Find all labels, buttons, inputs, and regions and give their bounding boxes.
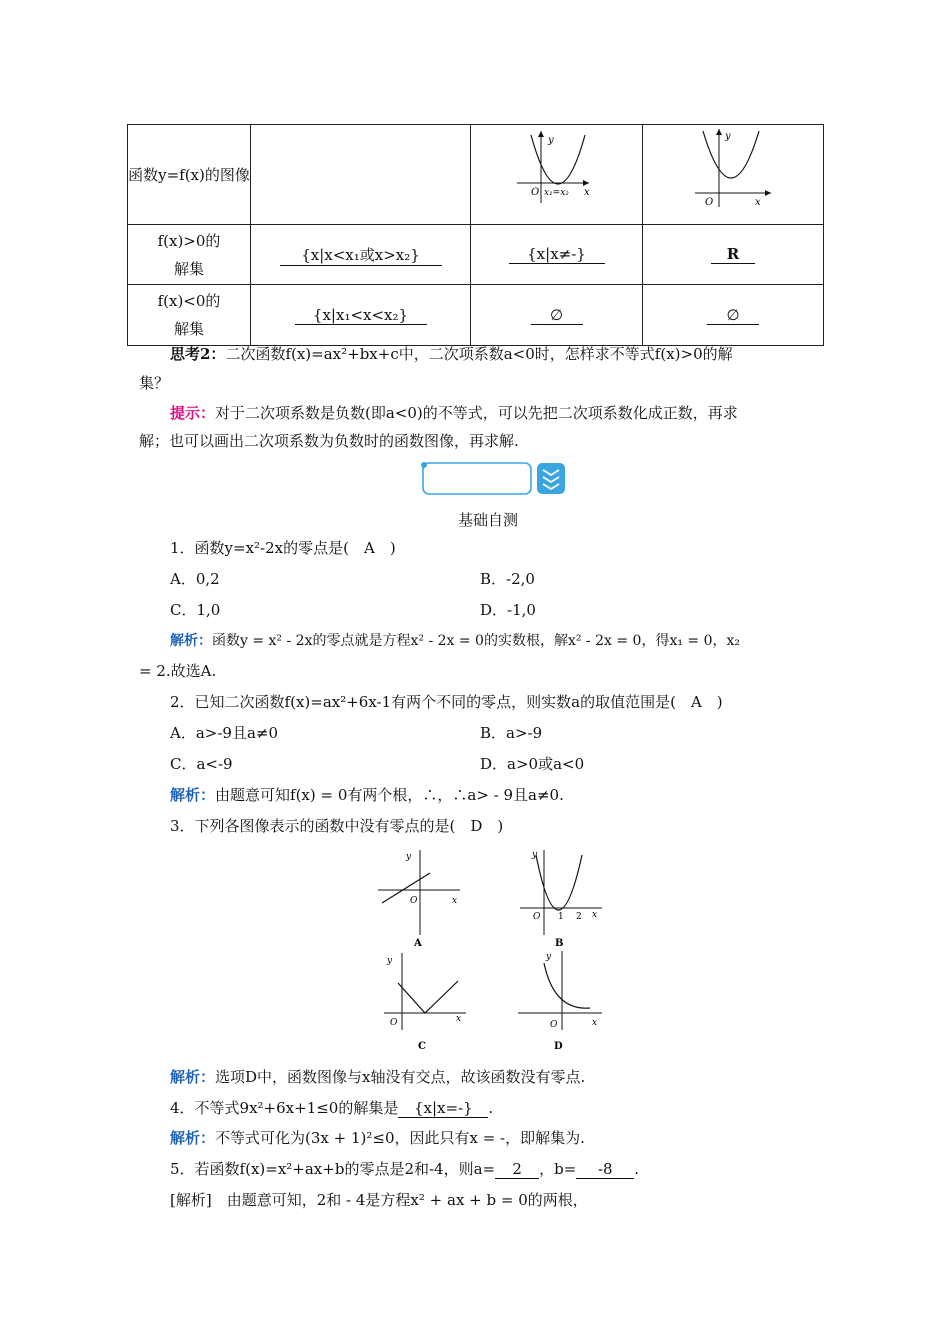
graph-b-tick-1: 1: [558, 912, 564, 922]
pos-answer-2: {x|x≠-}: [509, 245, 605, 264]
graph-cell-one-root: [471, 125, 643, 225]
q1-sol-text1: 函数y = x² - 2x的零点就是方程x² - 2x = 0的实数根，解x² - 2x = 0，得x₁ = 0，x₂: [212, 633, 740, 649]
graph-a-y-label: y: [406, 852, 412, 862]
border-gap: [691, 125, 771, 128]
think2-line1: [170, 343, 733, 364]
graph-c-letter: C: [418, 1041, 426, 1052]
q5-end: .: [634, 1160, 640, 1178]
graph-d-curve: [544, 963, 590, 1008]
pos-answer-1: {x|x<x₁或x>x₂}: [280, 244, 442, 266]
graph-c-o-label: O: [390, 1018, 398, 1028]
q3-sol-text: 选项D中，函数图像与x轴没有交点，故该函数没有零点.: [215, 1068, 586, 1086]
q2-sol-text: 由题意可知f(x) = 0有两个根，∴，∴a> - 9且a≠0.: [215, 786, 564, 804]
y-label: y: [548, 135, 554, 146]
neg-answer-2: ∅: [531, 306, 583, 325]
graph-b-letter: B: [555, 938, 564, 949]
graph-c-y-label: y: [387, 956, 393, 966]
neg-answer-3: ∅: [707, 306, 759, 325]
q1-sol-label: 解析：: [170, 633, 212, 649]
q3-solution: [170, 1066, 585, 1087]
q3-graphs: [370, 845, 620, 1055]
q5-solution: [170, 1189, 588, 1210]
q2-stem: 2．已知二次函数f(x)=ax²+6x-1有两个不同的零点，则实数a的取值范围是( A ): [170, 693, 723, 711]
section-banner: [419, 460, 569, 498]
q5-sol-text: 由题意可知，2和 - 4是方程x² + ax + b = 0的两根，: [226, 1191, 588, 1209]
graph-b-y-label: y: [532, 850, 538, 860]
hint-text1: 对于二次项系数是负数(即a<0)的不等式，可以先把二次项系数化成正数，再求: [215, 404, 738, 422]
x-label: x: [584, 187, 590, 198]
q1-solution-line2: = 2.故选A.: [139, 662, 217, 680]
graph-a: [378, 850, 460, 949]
graph-d: [518, 951, 602, 1052]
q1-stem: 1．函数y=x²-2x的零点是( A ): [170, 539, 396, 557]
neg-cell-no-root: [643, 285, 824, 346]
hint-line1: [170, 402, 738, 423]
label-graph-text: 函数y=f(x)的图像: [128, 165, 250, 184]
row-label-graph: [128, 125, 251, 225]
graph-cell-no-root: [643, 125, 824, 225]
graph-b: [520, 850, 602, 949]
row-label-negative: [128, 285, 251, 346]
q2-option-d: D．a>0或a<0: [480, 755, 585, 773]
parabola-curve: [531, 135, 585, 184]
neg-cell-two-roots: [251, 285, 471, 346]
q5-stem-a: 5．若函数f(x)=x²+ax+b的零点是2和-4，则a=: [170, 1160, 496, 1178]
pos-answer-3: R: [711, 245, 755, 264]
graph-c: [384, 953, 466, 1052]
pos-cell-one-root: [471, 225, 643, 285]
parabola-tangent-graph: [471, 125, 642, 220]
q2-option-a: A．a>-9且a≠0: [170, 724, 279, 742]
graph-d-y-label: y: [546, 952, 552, 962]
graph-d-letter: D: [554, 1041, 563, 1052]
q1-option-a: A．0,2: [170, 570, 220, 588]
think2-line2: 集？: [139, 374, 170, 392]
graph-c-v-shape: [398, 981, 458, 1013]
graph-b-tick-2: 2: [576, 912, 582, 922]
x-arrow: [765, 190, 771, 196]
banner-dot: [421, 462, 427, 468]
q5-a-value: 2: [495, 1160, 539, 1179]
q4-sol-text: 不等式可化为(3x + 1)²≤0，因此只有x = -，即解集为.: [215, 1129, 585, 1147]
q5-stem-b: ，b=: [539, 1160, 577, 1178]
hint-label: 提示：: [170, 404, 216, 422]
q2-option-c: C．a<-9: [170, 755, 233, 773]
graph-a-o-label: O: [410, 896, 418, 906]
row-label-positive: [128, 225, 251, 285]
q2-option-b: B．a>-9: [480, 724, 543, 742]
graph-a-letter: A: [414, 938, 422, 949]
graph-d-x-label: x: [592, 1018, 598, 1028]
label-pos-text: f(x)>0的解集: [157, 231, 221, 278]
graph-a-line: [382, 873, 430, 903]
q4-stem: 4．不等式9x²+6x+1≤0的解集是: [170, 1099, 399, 1117]
q4-sol-label: 解析：: [170, 1129, 216, 1147]
graph-a-x-label: x: [452, 896, 458, 906]
root-label: x₁=x₂: [544, 188, 569, 198]
q5-b-value: -8: [576, 1160, 634, 1179]
q4-answer: {x|x=-}: [398, 1099, 488, 1118]
q1-option-d: D．-1,0: [480, 601, 536, 619]
think2-label: 思考2：: [170, 345, 226, 363]
q1-option-c: C．1,0: [170, 601, 221, 619]
q5-stem-line: [170, 1158, 639, 1179]
inequality-table: [127, 124, 824, 346]
banner-box: [423, 463, 531, 494]
q1-solution-line1: [170, 630, 740, 650]
parabola-curve: [703, 131, 759, 178]
neg-answer-1: {x|x₁<x<x₂}: [295, 306, 427, 325]
think2-text1: 二次函数f(x)=ax²+bx+c中，二次项系数a<0时，怎样求不等式f(x)>0的解: [225, 345, 733, 363]
neg-cell-one-root: [471, 285, 643, 346]
hint-line2: 解；也可以画出二次项系数为负数时的函数图像，再求解.: [139, 432, 519, 450]
graph-c-x-label: x: [456, 1014, 462, 1024]
y-arrow: [538, 131, 544, 137]
x-label: x: [755, 197, 761, 208]
graph-d-o-label: O: [550, 1020, 558, 1030]
graph-b-o-label: O: [533, 912, 541, 922]
origin-label: O: [705, 197, 714, 208]
x-arrow: [583, 180, 589, 186]
graph-cell-two-roots: [251, 125, 471, 225]
q1-option-b: B．-2,0: [480, 570, 535, 588]
q3-sol-label: 解析：: [170, 1068, 216, 1086]
q2-sol-label: 解析：: [170, 786, 216, 804]
y-arrow: [716, 129, 722, 135]
label-neg-text: f(x)<0的解集: [157, 292, 221, 338]
graph-b-parabola: [536, 855, 582, 910]
graph-b-x-label: x: [592, 910, 598, 920]
y-label: y: [725, 131, 731, 142]
q4-solution: [170, 1127, 585, 1148]
q5-sol-label: [解析]: [170, 1191, 212, 1209]
q2-solution: [170, 784, 564, 805]
section-title: 基础自测: [458, 511, 519, 529]
q4-stem-line: [170, 1097, 493, 1118]
pos-cell-no-root: [643, 225, 824, 285]
origin-label: O: [531, 187, 540, 198]
pos-cell-two-roots: [251, 225, 471, 285]
q4-end: .: [488, 1099, 494, 1117]
parabola-above-graph: [643, 125, 823, 220]
q3-stem: 3．下列各图像表示的函数中没有零点的是( D ): [170, 817, 504, 835]
